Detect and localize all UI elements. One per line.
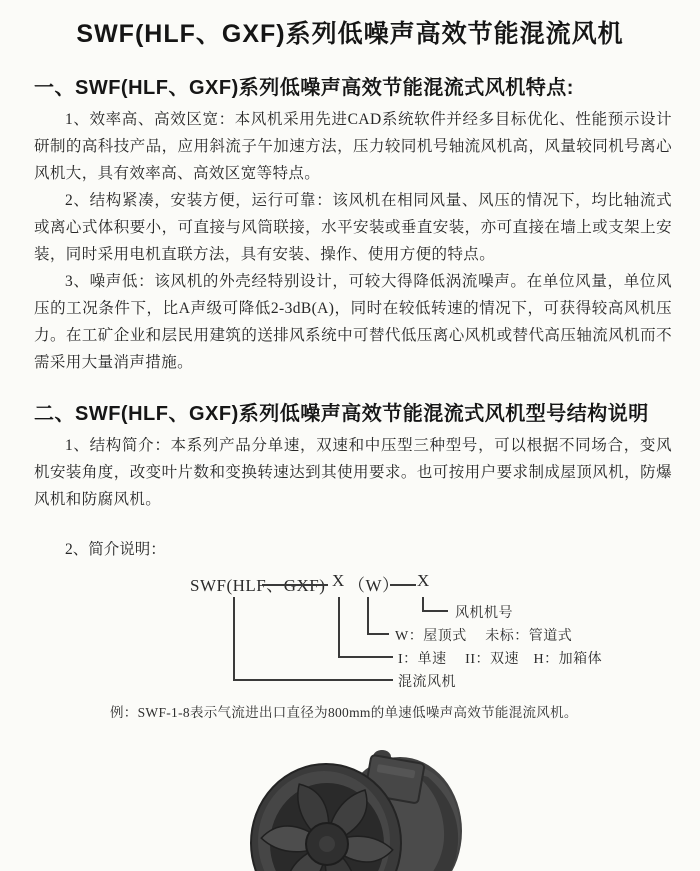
connector-line [262,584,328,586]
section-1-heading: 一、SWF(HLF、GXF)系列低噪声高效节能混流式风机特点: [34,77,574,99]
mixed-flow-fan-photo [232,747,474,871]
model-formula-base: SWF(HLF、GXF) [190,576,326,595]
structure-intro-paragraph: 1、结构简介：本系列产品分单速，双速和中压型三种型号，可以根据不同场合，变风机安装角度，改变叶片数和变换转速达到其使用要求。也可按用户要求制成屋顶风机，防爆风机和防腐风机。 [34,437,672,508]
connector-line [422,597,424,610]
model-formula-x2: X [417,571,430,590]
connector-line [422,610,448,612]
section-2-heading: 二、SWF(HLF、GXF)系列低噪声高效节能混流式风机型号结构说明 [34,403,649,425]
label-roof-type: W：屋顶式 未标：管道式 [395,629,573,644]
fan-hub-center [319,836,335,852]
connector-line [367,597,369,633]
connector-line [233,597,235,679]
model-number-diagram [34,565,672,737]
page-title: SWF(HLF、GXF)系列低噪声高效节能混流风机 [76,20,624,48]
connector-line [390,584,416,586]
label-fan-number: 风机机号 [455,606,513,621]
feature-paragraph-2: 2、结构紧凑，安装方便，运行可靠：该风机在相同风量、风压的情况下，均比轴流式或离心式体积要小，可直接与风筒联接，水平安装或垂直安装，亦可直接在墙上或支架上安装，同时采用电机直联方法，具有安装、操作、使用方便的特点。 [34,192,672,263]
connector-line [338,656,393,658]
connector-line [233,679,393,681]
feature-paragraph-1: 1、效率高、高效区宽：本风机采用先进CAD系统软件并经多目标优化、性能预示设计研制的高科技产品，应用斜流子午加速方法，压力较同机号轴流风机高，风量较同机号离心风机大，具有效率高、高效区宽等特点。 [34,111,672,182]
example-note: 例：SWF-1-8表示气流进出口直径为800mm的单速低噪声高效节能混流风机。 [110,705,578,720]
label-mixed-flow: 混流风机 [398,675,456,690]
model-formula-w: （W） [348,576,400,595]
brief-description-label: 2、简介说明： [65,541,166,558]
document-body [0,71,700,871]
feature-paragraph-3: 3、噪声低：该风机的外壳经特别设计，可较大得降低涡流噪声。在单位风量，单位风压的工况条件下，比A声级可降低2-3dB(A)，同时在较低转速的情况下，可获得较高风机压力。在工矿企业和层民用建筑的送排风系统中可替代低压离心风机或替代高压轴流风机而不需采用大量消声措施。 [34,273,672,371]
model-formula-x1: X [332,571,345,590]
fan-photo-container [34,747,672,871]
connector-line [338,597,340,656]
connector-line [367,633,389,635]
label-speed-type: I：单速 II：双速 H：加箱体 [398,652,603,667]
